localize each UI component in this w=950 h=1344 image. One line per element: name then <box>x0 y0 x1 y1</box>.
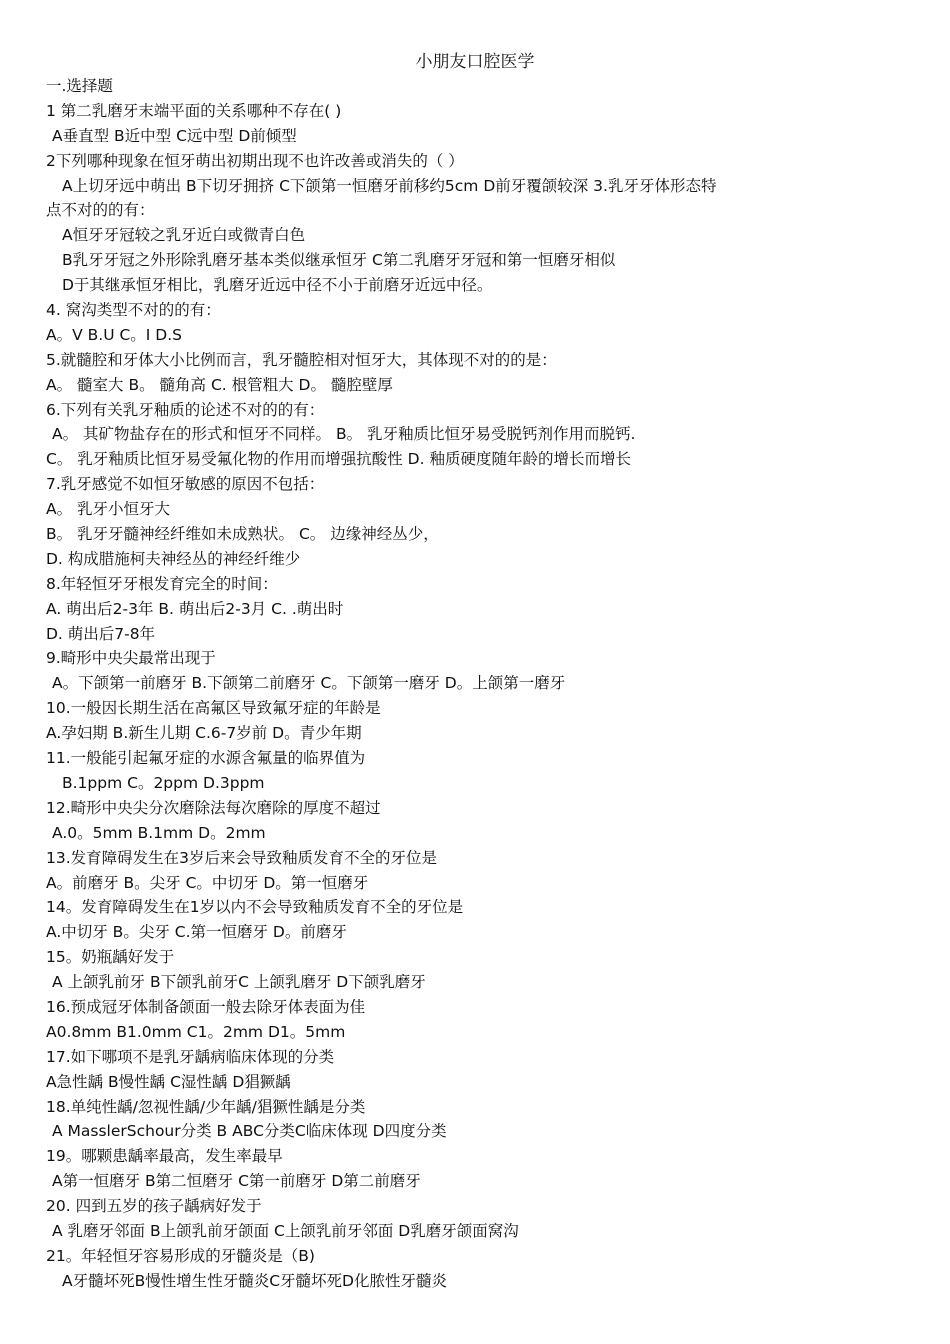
text-line: A急性龋 B慢性龋 C湿性龋 D猖獗龋 <box>46 1072 291 1091</box>
text-line: D. 构成腊施柯夫神经丛的神经纤维少 <box>46 549 301 568</box>
text-line: A第一恒磨牙 B第二恒磨牙 C第一前磨牙 D第二前磨牙 <box>52 1172 421 1191</box>
text-line: A。V B.U C。I D.S <box>46 325 182 344</box>
text-line: 20. 四到五岁的孩子龋病好发于 <box>46 1197 262 1216</box>
text-line: C。 乳牙釉质比恒牙易受氟化物的作用而增强抗酸性 D. 釉质硬度随年龄的增长而增长 <box>46 450 631 469</box>
text-line: 2下列哪种现象在恒牙萌出初期出现不也许改善或消失的（ ） <box>46 151 464 170</box>
text-line: A牙髓坏死B慢性增生性牙髓炎C牙髓坏死D化脓性牙髓炎 <box>62 1271 447 1290</box>
text-line: A 上颌乳前牙 B下颌乳前牙C 上颌乳磨牙 D下颌乳磨牙 <box>52 973 426 992</box>
text-line: 一.选择题 <box>46 77 113 95</box>
text-line: 15。奶瓶龋好发于 <box>46 948 175 967</box>
text-line: 点不对的的有： <box>46 201 155 220</box>
text-line: D于其继承恒牙相比，乳磨牙近远中径不小于前磨牙近远中径。 <box>62 276 493 295</box>
text-line: 17.如下哪项不是乳牙龋病临床体现的分类 <box>46 1047 335 1066</box>
text-line: A。 乳牙小恒牙大 <box>46 500 171 519</box>
text-line: A垂直型 B近中型 C远中型 D前倾型 <box>52 126 297 145</box>
text-line: A上切牙远中萌出 B下切牙拥挤 C下颌第一恒磨牙前移约5cm D前牙覆颌较深 3.乳牙牙体形态特 <box>62 176 717 195</box>
text-line: A。下颌第一前磨牙 B.下颌第二前磨牙 C。下颌第一磨牙 D。上颌第一磨牙 <box>52 674 566 693</box>
text-line: A。 髓室大 B。 髓角高 C. 根管粗大 D。 髓腔壁厚 <box>46 375 393 394</box>
text-line: 13.发育障碍发生在3岁后来会导致釉质发育不全的牙位是 <box>46 848 438 867</box>
text-line: B乳牙牙冠之外形除乳磨牙基本类似继承恒牙 C第二乳磨牙牙冠和第一恒磨牙相似 <box>62 251 616 270</box>
text-line: 14。发育障碍发生在1岁以内不会导致釉质发育不全的牙位是 <box>46 898 464 917</box>
text-line: D. 萌出后7-8年 <box>46 624 156 643</box>
text-line: 19。哪颗患龋率最高，发生率最早 <box>46 1147 283 1166</box>
page-title: 小朋友口腔医学 <box>415 52 535 72</box>
text-line: 8.年轻恒牙牙根发育完全的时间： <box>46 574 278 593</box>
text-line: 12.畸形中央尖分次磨除法每次磨除的厚度不超过 <box>46 798 381 817</box>
text-line: A. 萌出后2-3年 B. 萌出后2-3月 C. .萌出时 <box>46 599 344 618</box>
text-line: A恒牙牙冠较之乳牙近白或微青白色 <box>62 226 306 245</box>
question-list <box>46 74 916 1294</box>
text-line: A 乳磨牙邻面 B上颌乳前牙颌面 C上颌乳前牙邻面 D乳磨牙颌面窝沟 <box>52 1221 519 1240</box>
text-line: 21。年轻恒牙容易形成的牙髓炎是（B) <box>46 1246 315 1265</box>
text-line: 1 第二乳磨牙末端平面的关系哪种不存在( ) <box>46 101 342 120</box>
text-line: A.中切牙 B。尖牙 C.第一恒磨牙 D。前磨牙 <box>46 923 347 942</box>
text-line: A MasslerSchour分类 B ABC分类C临床体现 D四度分类 <box>52 1122 447 1141</box>
text-line: 10.一般因长期生活在高氟区导致氟牙症的年龄是 <box>46 699 381 718</box>
text-line: A.孕妇期 B.新生儿期 C.6-7岁前 D。青少年期 <box>46 724 362 743</box>
text-line: 4. 窝沟类型不对的的有： <box>46 301 221 320</box>
text-line: A。前磨牙 B。尖牙 C。中切牙 D。第一恒磨牙 <box>46 873 369 892</box>
text-line: A0.8mm B1.0mm C1。2mm D1。5mm <box>46 1022 346 1041</box>
text-line: 18.单纯性龋/忽视性龋/少年龋/猖獗性龋是分类 <box>46 1097 366 1116</box>
text-line: 9.畸形中央尖最常出现于 <box>46 649 216 668</box>
text-line: 11.一般能引起氟牙症的水源含氟量的临界值为 <box>46 749 366 768</box>
text-line: 6.下列有关乳牙釉质的论述不对的的有： <box>46 400 325 419</box>
text-line: B。 乳牙牙髓神经纤维如未成熟状。 C。 边缘神经丛少， <box>46 525 439 544</box>
text-line: A.0。5mm B.1mm D。2mm <box>52 823 266 842</box>
text-line: 16.预成冠牙体制备颌面一般去除牙体表面为佳 <box>46 997 366 1016</box>
text-line: 5.就髓腔和牙体大小比例而言，乳牙髓腔相对恒牙大，其体现不对的的是： <box>46 350 557 369</box>
text-line: A。 其矿物盐存在的形式和恒牙不同样。 B。 乳牙釉质比恒牙易受脱钙剂作用而脱钙. <box>52 425 636 444</box>
text-line: 7.乳牙感觉不如恒牙敏感的原因不包括： <box>46 475 325 494</box>
text-line: B.1ppm C。2ppm D.3ppm <box>62 773 265 792</box>
